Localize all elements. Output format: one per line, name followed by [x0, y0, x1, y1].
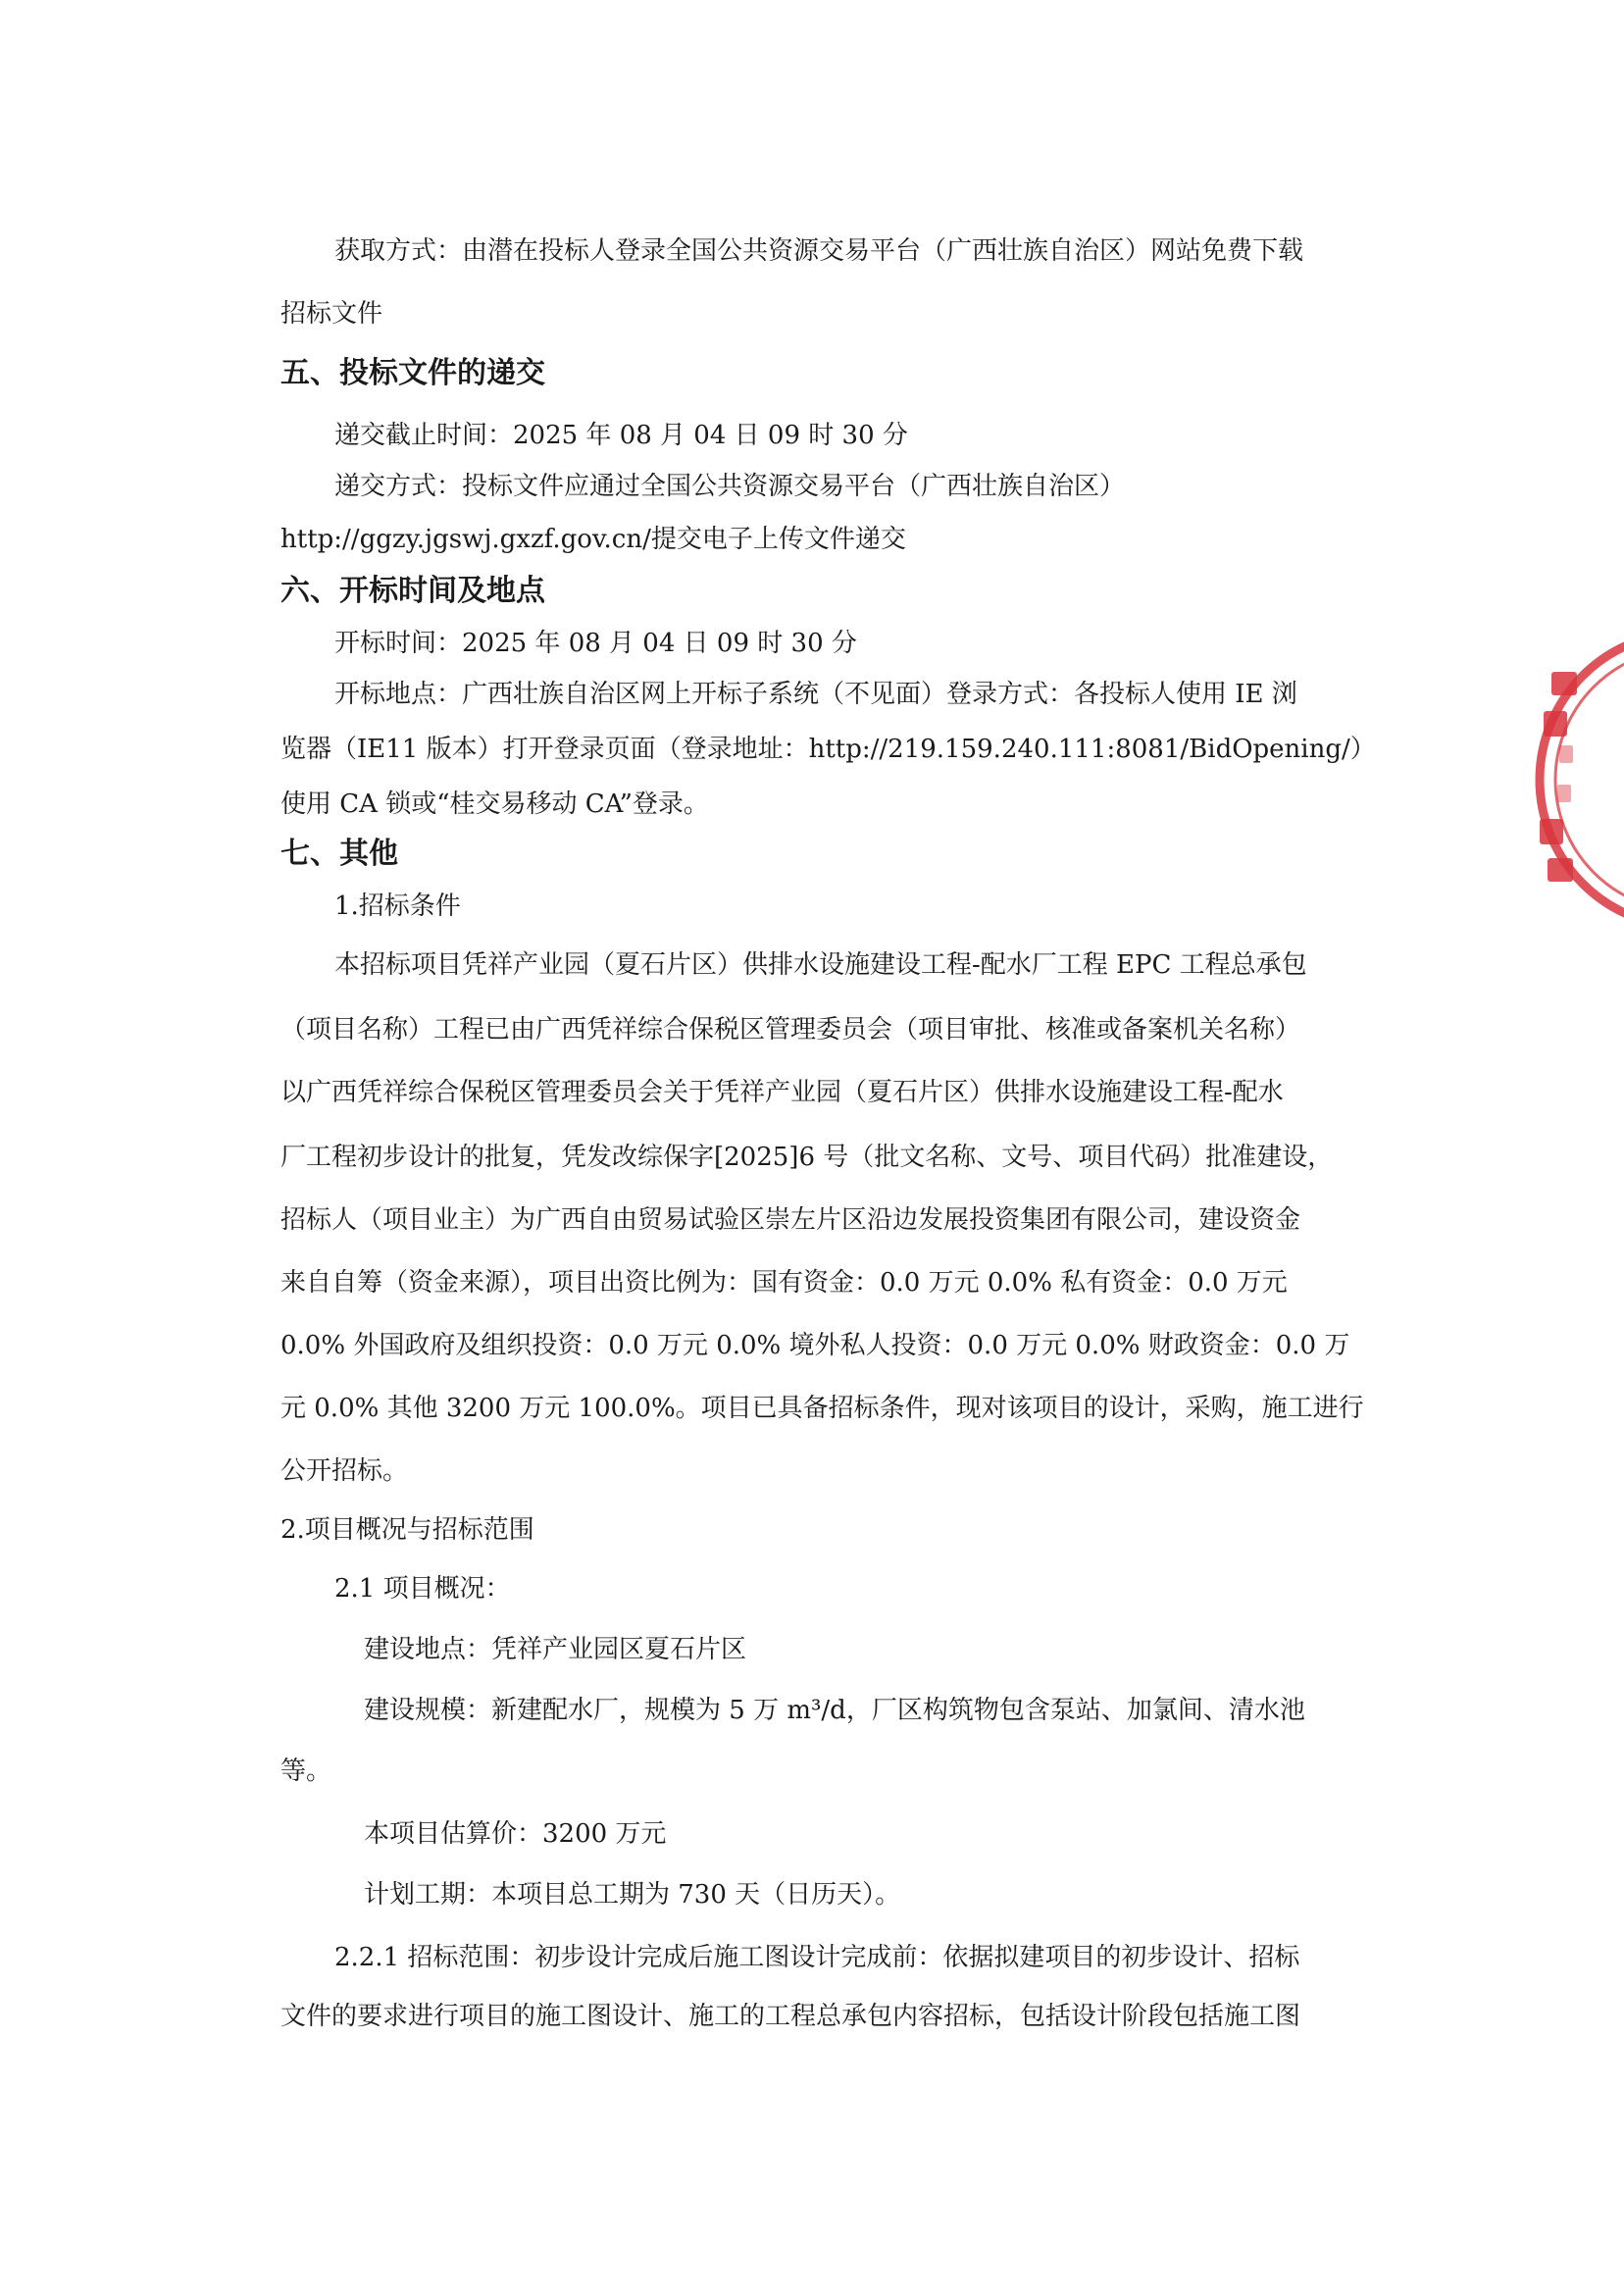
planned-duration: 计划工期：本项目总工期为 730 天（日历天）。 — [364, 1880, 901, 1910]
opening-place-line3: 使用 CA 锁或“桂交易移动 CA”登录。 — [280, 790, 709, 819]
conditions-paragraph-line: 来自自筹（资金来源），项目出资比例为：国有资金：0.0 万元 0.0% 私有资金：0.0 万元 — [280, 1268, 1288, 1298]
construction-scale-line1: 建设规模：新建配水厂，规模为 5 万 m³/d，厂区构筑物包含泵站、加氯间、清水池 — [364, 1696, 1305, 1725]
section7-heading: 七、其他 — [280, 837, 398, 871]
conditions-paragraph-line: 厂工程初步设计的批复，凭发改综保字[2025]6 号（批文名称、文号、项目代码）批准建设， — [280, 1143, 1334, 1172]
submission-deadline: 递交截止时间：2025 年 08 月 04 日 09 时 30 分 — [334, 421, 908, 450]
section5-heading: 五、投标文件的递交 — [280, 356, 545, 390]
conditions-paragraph-line: 0.0% 外国政府及组织投资：0.0 万元 0.0% 境外私人投资：0.0 万元 0.0% 财政资金：0.0 万 — [280, 1331, 1350, 1360]
conditions-paragraph-line: 以广西凭祥综合保税区管理委员会关于凭祥产业园（夏石片区）供排水设施建设工程-配水 — [280, 1078, 1284, 1107]
acquire-method-line1: 获取方式：由潜在投标人登录全国公共资源交易平台（广西壮族自治区）网站免费下载 — [334, 236, 1304, 266]
opening-place-line2: 览器（IE11 版本）打开登录页面（登录地址：http://219.159.240.111:8081/BidOpening/） — [280, 735, 1376, 764]
conditions-paragraph-line: 招标人（项目业主）为广西自由贸易试验区崇左片区沿边发展投资集团有限公司，建设资金 — [280, 1205, 1301, 1235]
conditions-paragraph-line: 公开招标。 — [280, 1456, 409, 1486]
conditions-paragraph-line: 元 0.0% 其他 3200 万元 100.0%。项目已具备招标条件，现对该项目的设计，采购，施工进行 — [280, 1394, 1364, 1423]
opening-place-line1: 开标地点：广西壮族自治区网上开标子系统（不见面）登录方式：各投标人使用 IE 浏 — [334, 680, 1297, 709]
tender-scope-line1: 2.2.1 招标范围：初步设计完成后施工图设计完成前：依据拟建项目的初步设计、招标 — [334, 1943, 1300, 1972]
submission-method-line1: 递交方式：投标文件应通过全国公共资源交易平台（广西壮族自治区） — [334, 472, 1126, 501]
conditions-paragraph-line: 本招标项目凭祥产业园（夏石片区）供排水设施建设工程-配水厂工程 EPC 工程总承包 — [334, 950, 1307, 980]
submission-method-line2: http://ggzy.jgswj.gxzf.gov.cn/提交电子上传文件递交 — [280, 525, 906, 554]
construction-scale-line2: 等。 — [280, 1757, 332, 1786]
project-overview-title: 2.项目概况与招标范围 — [280, 1515, 534, 1545]
project-overview-subtitle: 2.1 项目概况： — [334, 1574, 511, 1604]
acquire-method-line2: 招标文件 — [280, 299, 383, 329]
section6-heading: 六、开标时间及地点 — [280, 574, 545, 608]
estimated-price: 本项目估算价：3200 万元 — [364, 1819, 667, 1849]
tender-conditions-title: 1.招标条件 — [334, 892, 461, 921]
conditions-paragraph-line: （项目名称）工程已由广西凭祥综合保税区管理委员会（项目审批、核准或备案机关名称） — [280, 1015, 1301, 1045]
red-seal-stamp-icon — [1530, 618, 1624, 942]
construction-location: 建设地点：凭祥产业园区夏石片区 — [364, 1635, 747, 1664]
opening-time: 开标时间：2025 年 08 月 04 日 09 时 30 分 — [334, 629, 857, 658]
tender-scope-line2: 文件的要求进行项目的施工图设计、施工的工程总承包内容招标，包括设计阶段包括施工图 — [280, 2002, 1301, 2031]
